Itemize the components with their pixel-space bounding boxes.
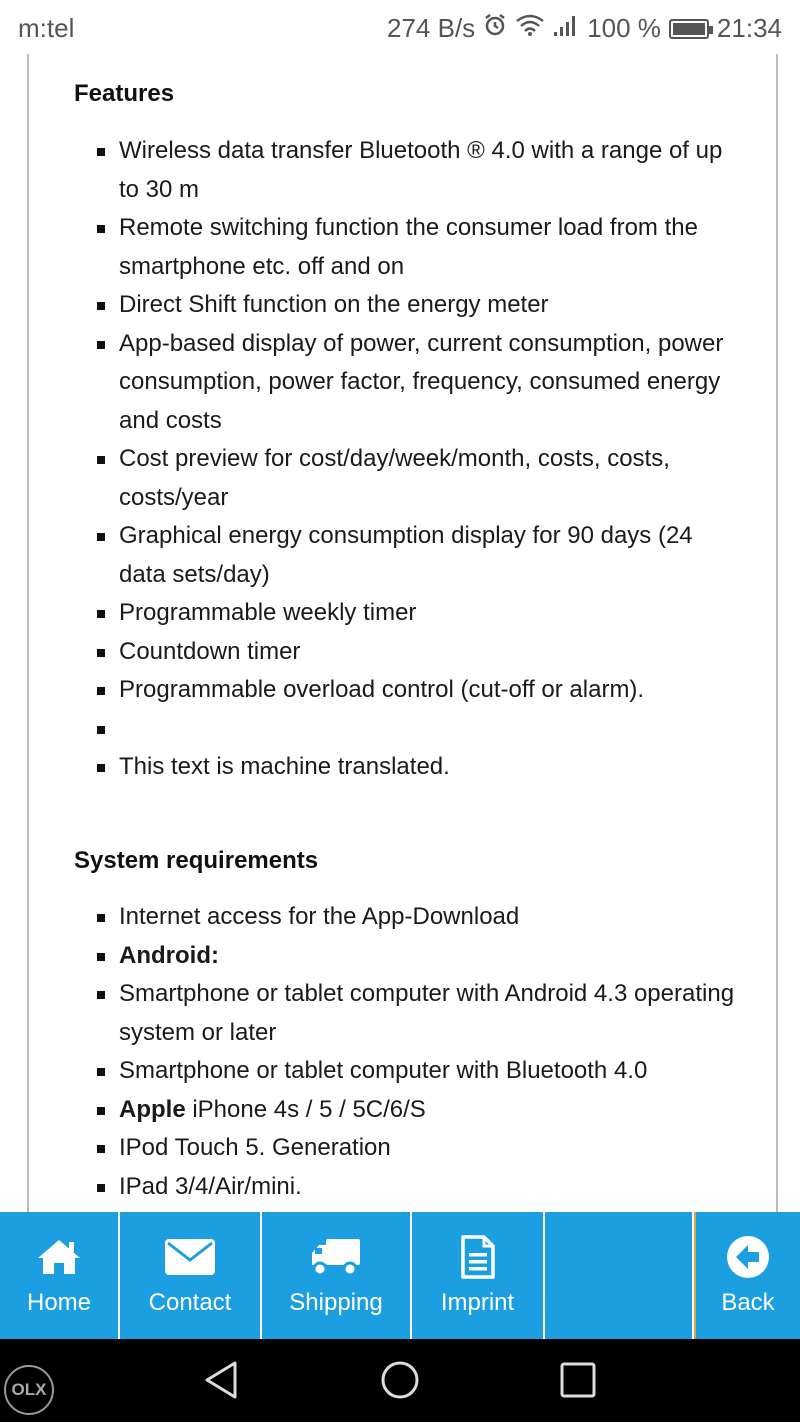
truck-icon bbox=[308, 1235, 364, 1279]
nav-empty-slot bbox=[545, 1212, 694, 1339]
product-description bbox=[27, 54, 778, 1212]
battery-icon bbox=[669, 19, 709, 39]
list-item: Wireless data transfer Bluetooth ® 4.0 with a range of up to 30 m bbox=[97, 132, 737, 209]
system-requirements-heading: System requirements bbox=[74, 847, 319, 874]
nav-shipping-label: Shipping bbox=[289, 1288, 383, 1316]
carrier-name: m:tel bbox=[18, 13, 75, 43]
clock: 21:34 bbox=[716, 13, 782, 43]
list-item: IPod Touch 5. Generation bbox=[97, 1129, 737, 1168]
nav-back-label: Back bbox=[721, 1288, 775, 1316]
system-back-button[interactable] bbox=[198, 1359, 244, 1405]
nav-imprint-label: Imprint bbox=[440, 1288, 515, 1316]
nav-imprint-button[interactable] bbox=[412, 1212, 545, 1339]
list-item: App-based display of power, current consumption, power consumption, power factor, frequency, consumed energy and costs bbox=[97, 325, 737, 441]
nav-contact-button[interactable] bbox=[120, 1212, 262, 1339]
alarm-icon bbox=[483, 13, 507, 44]
signal-icon bbox=[553, 13, 579, 44]
nav-back-button[interactable] bbox=[694, 1212, 800, 1339]
list-item: Smartphone or tablet computer with Bluetooth 4.0 bbox=[97, 1052, 737, 1091]
list-item: Cost preview for cost/day/week/month, costs, costs, costs/year bbox=[97, 440, 737, 517]
list-item: Smartphone or tablet computer with Android 4.3 operating system or later bbox=[97, 975, 737, 1052]
square-recents-icon bbox=[560, 1362, 596, 1403]
nav-shipping-button[interactable] bbox=[262, 1212, 412, 1339]
triangle-back-icon bbox=[203, 1360, 239, 1405]
envelope-icon bbox=[162, 1235, 218, 1279]
status-icons bbox=[387, 13, 782, 44]
list-item: Internet access for the App-Download bbox=[97, 898, 737, 937]
list-item: Programmable weekly timer bbox=[97, 594, 737, 633]
nav-home-button[interactable] bbox=[0, 1212, 120, 1339]
network-speed: 274 B/s bbox=[387, 13, 476, 43]
arrow-left-circle-icon bbox=[720, 1235, 776, 1279]
system-requirements-list bbox=[97, 898, 737, 1206]
nav-contact-label: Contact bbox=[148, 1288, 232, 1316]
status-bar bbox=[0, 0, 800, 54]
system-home-button[interactable] bbox=[377, 1359, 423, 1405]
list-item: Android: bbox=[97, 937, 737, 976]
home-icon bbox=[31, 1235, 87, 1279]
olx-watermark-logo: OLX bbox=[4, 1365, 54, 1415]
list-item-empty bbox=[97, 710, 737, 749]
list-item: This text is machine translated. bbox=[97, 748, 737, 787]
bottom-navigation bbox=[0, 1212, 800, 1339]
features-heading: Features bbox=[74, 80, 175, 107]
list-item: Remote switching function the consumer load from the smartphone etc. off and on bbox=[97, 209, 737, 286]
system-recents-button[interactable] bbox=[555, 1359, 601, 1405]
nav-home-label: Home bbox=[26, 1288, 92, 1316]
document-icon bbox=[450, 1235, 506, 1279]
battery-percent: 100 % bbox=[587, 13, 661, 43]
circle-home-icon bbox=[380, 1360, 420, 1405]
list-item bbox=[97, 1091, 737, 1130]
features-list bbox=[97, 132, 737, 787]
list-item: Direct Shift function on the energy meter bbox=[97, 286, 737, 325]
list-item: Countdown timer bbox=[97, 633, 737, 672]
wifi-icon bbox=[515, 13, 545, 44]
list-item: IPad 3/4/Air/mini. bbox=[97, 1168, 737, 1207]
system-navigation-bar bbox=[0, 1339, 800, 1422]
apple-label: Apple bbox=[119, 1095, 186, 1123]
list-item: Graphical energy consumption display for 90 days (24 data sets/day) bbox=[97, 517, 737, 594]
list-item: Programmable overload control (cut-off or alarm). bbox=[97, 671, 737, 710]
apple-devices: iPhone 4s / 5 / 5C/6/S bbox=[185, 1095, 426, 1123]
